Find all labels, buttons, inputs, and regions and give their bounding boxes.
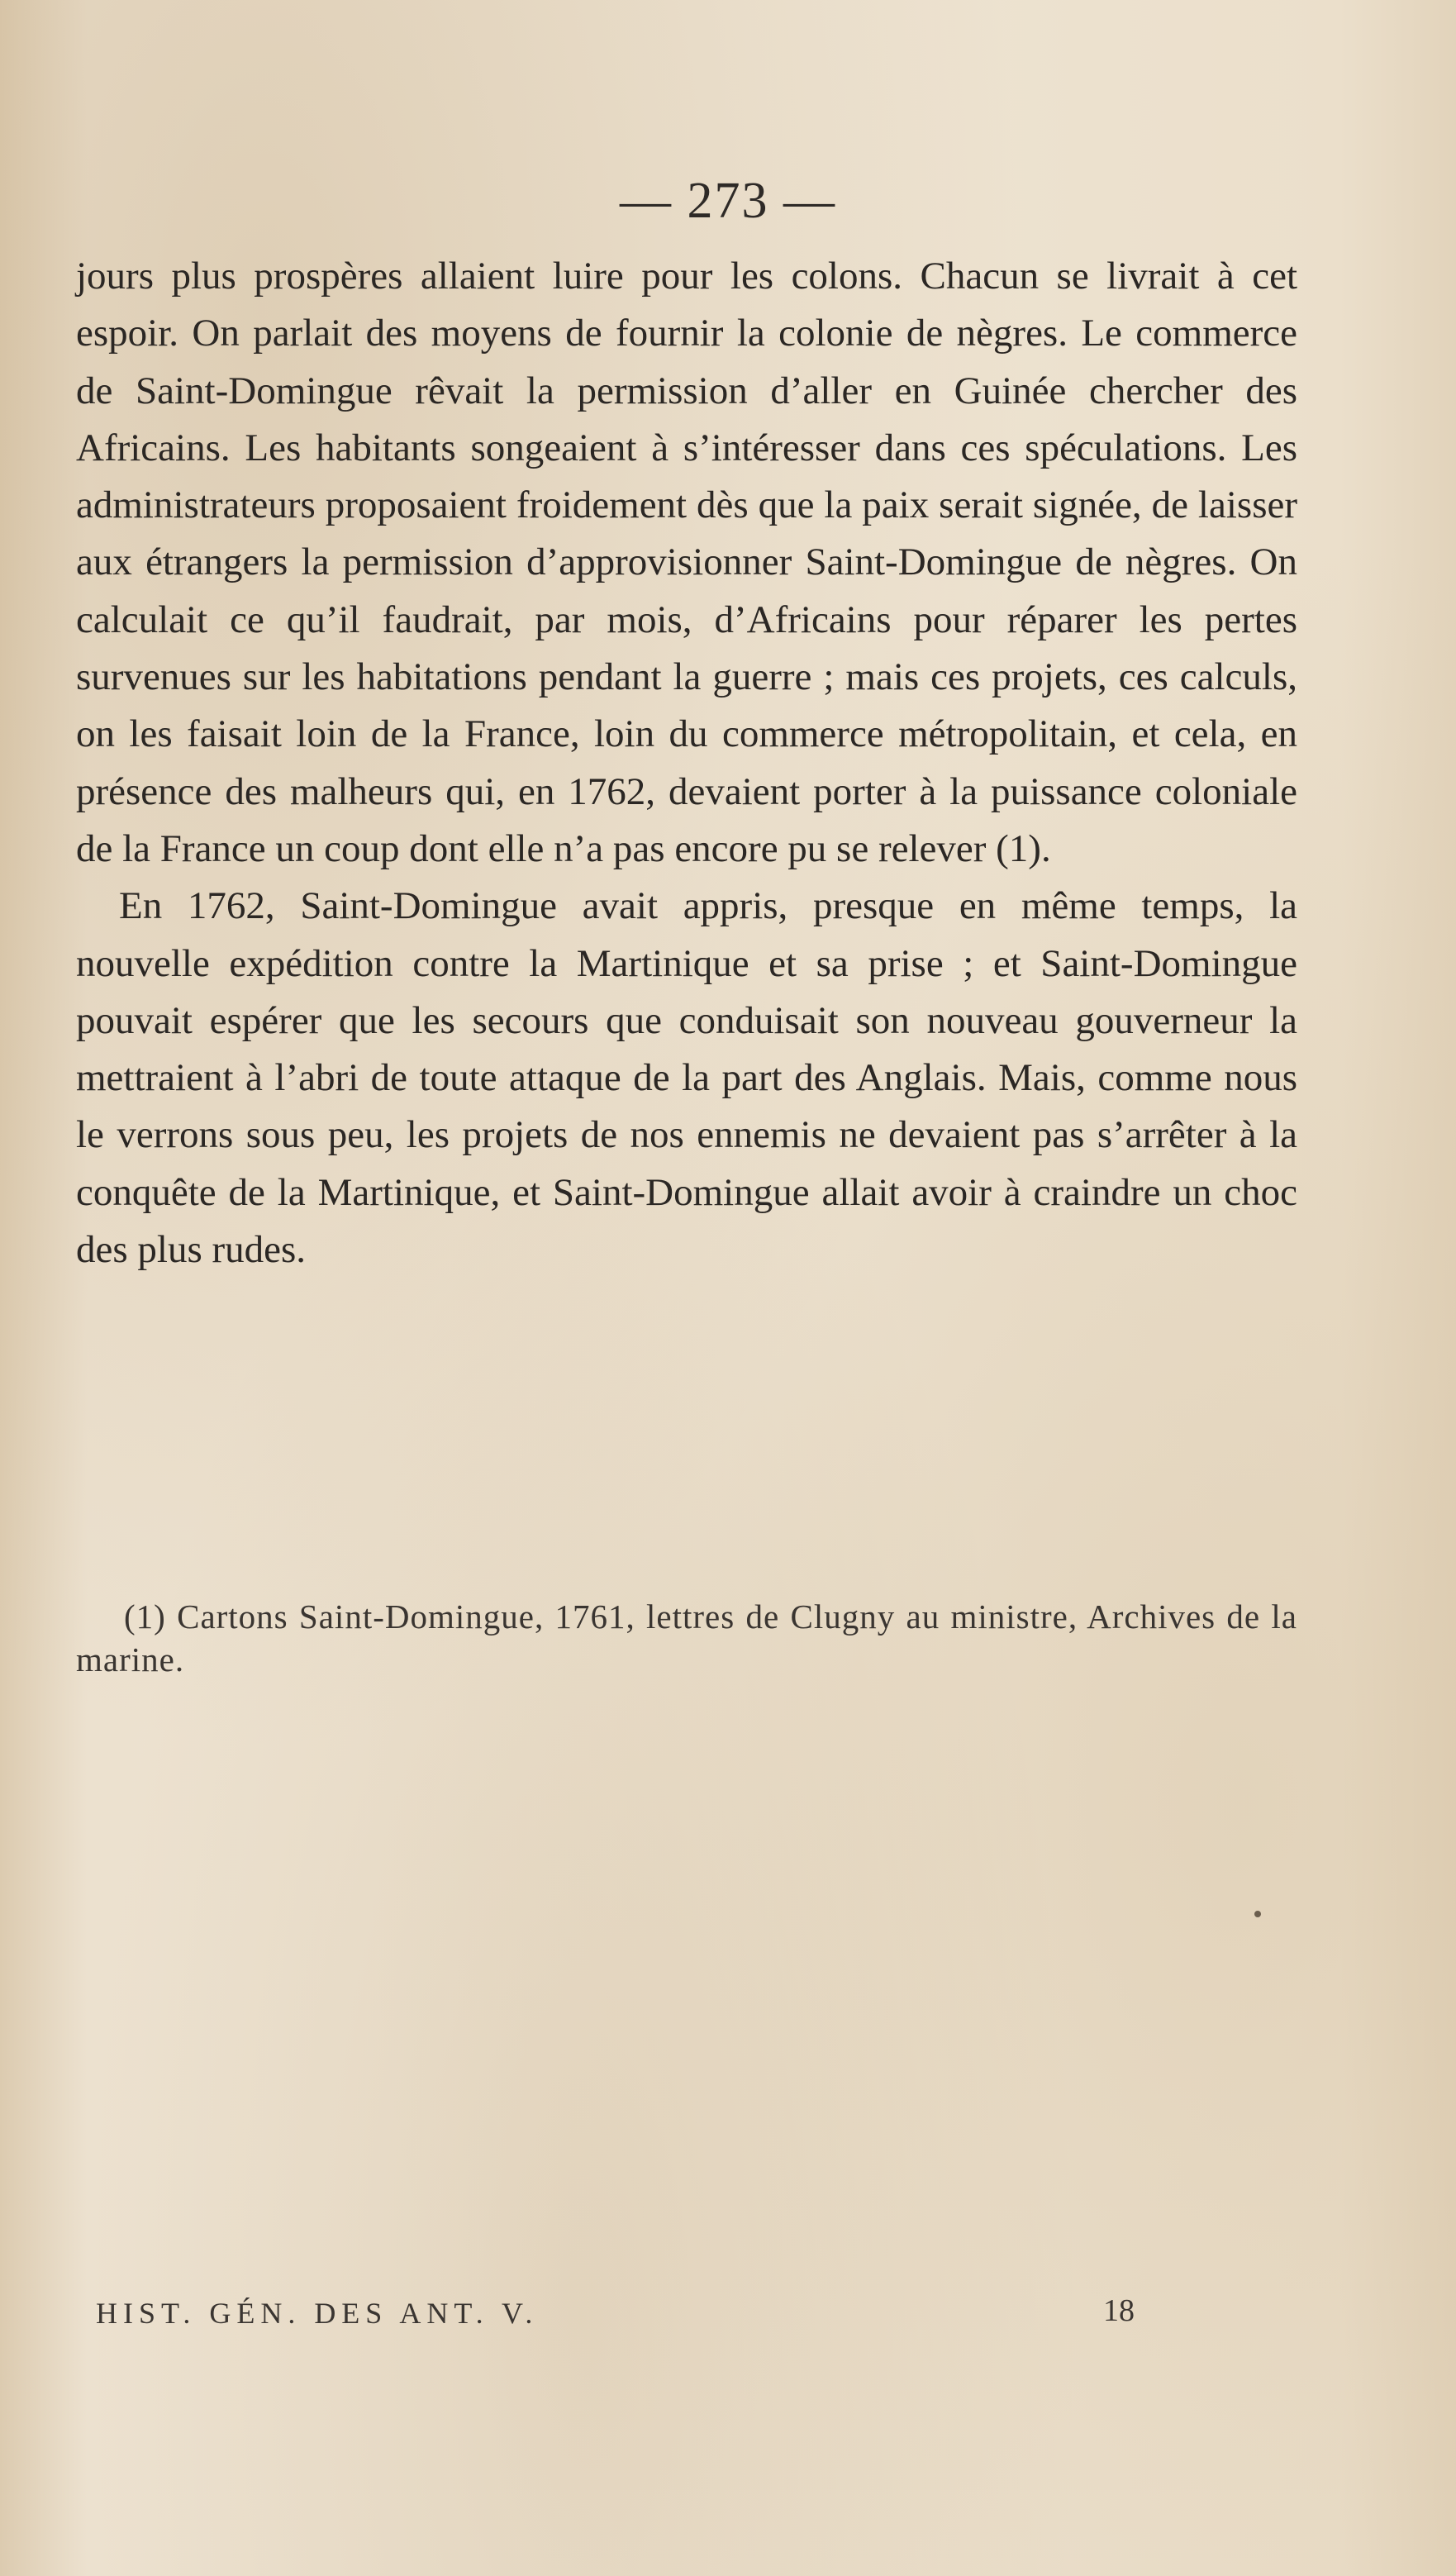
- footnote: [76, 1595, 1297, 1681]
- page-number: — 273 —: [620, 173, 836, 229]
- paragraph-1: jours plus prospères allaient luire pour les colons. Chacun se livrait à cet espoir. On parlait des moyens de fournir la colonie de nègres. Le commerce de Saint-Domingue rêvait la permission d’aller en Guinée chercher des Africains. Les habitants songeaient à s’intéresser dans ces spéculations. Les administrateurs proposaient froidement dès que la paix serait signée, de laisser aux étrangers la permission d’approvisionner Saint-Domingue de nègres. On calculait ce qu’il faudrait, par mois, d’Africains pour réparer les pertes survenues sur les habitations pendant la guerre ; mais ces projets, ces calculs, on les faisait loin de la France, loin du commerce métropolitain, et cela, en présence des malheurs qui, en 1762, devaient porter à la puissance coloniale de la France un coup dont elle n’a pas encore pu se relever (1).: [76, 255, 1297, 870]
- running-foot-title: HIST. GÉN. DES ANT. V.: [96, 2297, 539, 2330]
- signature-mark: 18: [1103, 2293, 1135, 2328]
- paragraph-2: En 1762, Saint-Domingue avait appris, presque en même temps, la nouvelle expédition contre la Martinique et sa prise ; et Saint-Domingue pouvait espérer que les secours que conduisait son nouveau gouverneur la mettraient à l’abri de toute attaque de la part des Anglais. Mais, comme nous le verrons sous peu, les projets de nos ennemis ne devaient pas s’arrêter à la conquête de la Martinique, et Saint-Domingue allait avoir à craindre un choc des plus rudes.: [76, 884, 1297, 1272]
- paper-spot: [1254, 1911, 1261, 1917]
- footnote-text: (1) Cartons Saint-Domingue, 1761, lettres de Clugny au ministre, Archives de la marine.: [76, 1598, 1297, 1678]
- main-text: [76, 248, 1297, 1278]
